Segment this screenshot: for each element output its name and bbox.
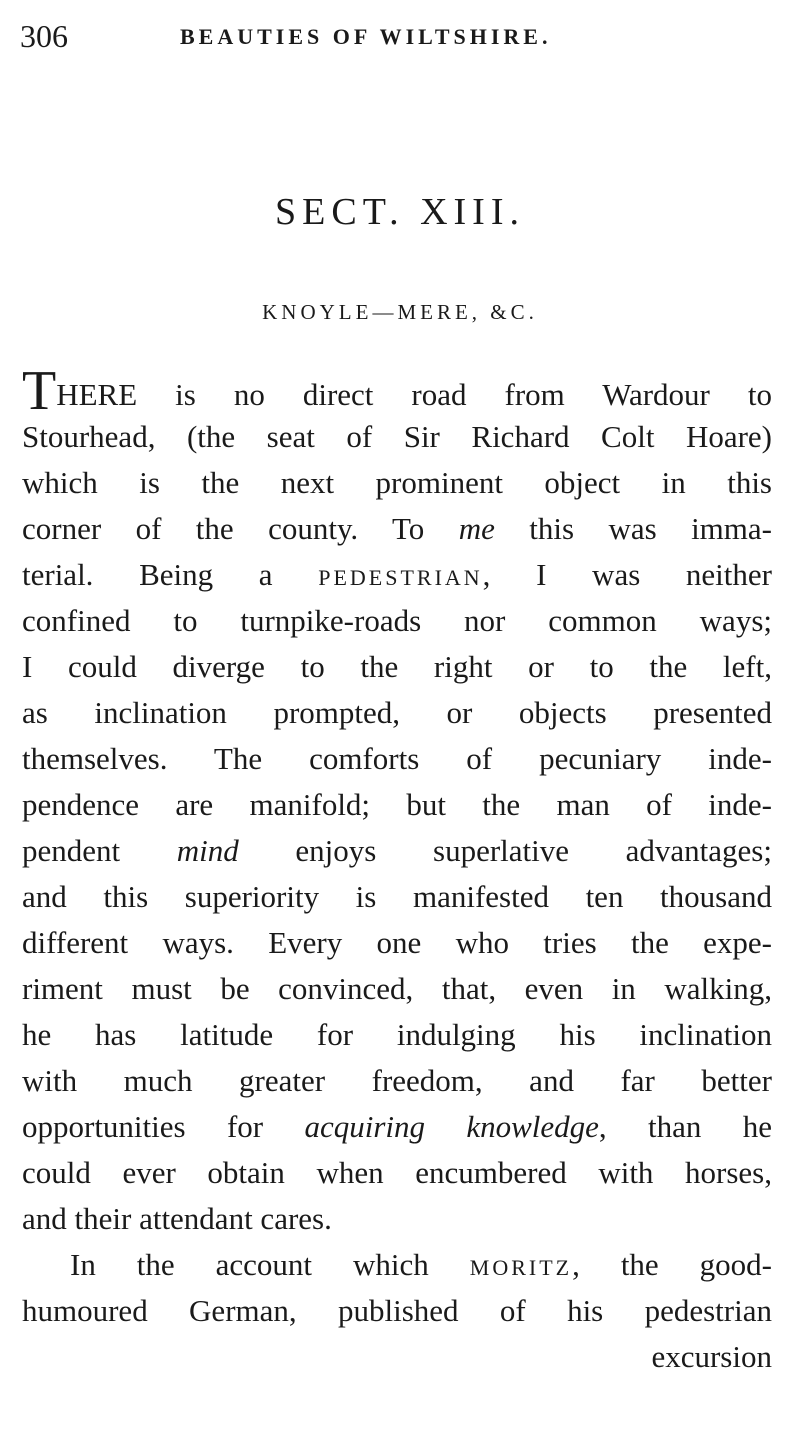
running-title: BEAUTIES OF WILTSHIRE. — [180, 24, 552, 49]
text-line — [22, 1242, 772, 1288]
text-line — [22, 874, 772, 920]
line-text: HERE is no direct road from Wardour to — [56, 377, 772, 412]
line-text: humoured German, published of his pedestrian — [22, 1293, 772, 1328]
italic-text: mind — [176, 833, 239, 868]
running-head — [20, 18, 600, 58]
line-text: , I was neither — [482, 557, 772, 592]
drop-cap: T — [22, 360, 57, 422]
line-text: different ways. Every one who tries the expe- — [22, 925, 772, 960]
line-text: pendence are manifold; but the man of inde- — [22, 787, 772, 822]
text-line — [22, 598, 772, 644]
text-line — [22, 506, 772, 552]
paragraph-1 — [22, 360, 772, 1242]
text-line — [22, 1196, 772, 1242]
line-text: pendent — [22, 833, 177, 868]
body-text — [22, 360, 772, 1380]
line-text: , than he — [598, 1109, 772, 1144]
text-line — [22, 552, 772, 598]
text-line — [22, 1012, 772, 1058]
text-line — [22, 690, 772, 736]
line-text: and this superiority is manifested ten thousand — [22, 879, 772, 914]
text-line — [22, 644, 772, 690]
line-text: Stourhead, (the seat of Sir Richard Colt Hoare) — [22, 419, 772, 454]
line-text: which is the next prominent object in this — [22, 465, 772, 500]
text-line — [22, 460, 772, 506]
line-text: I could diverge to the right or to the left, — [22, 649, 772, 684]
line-text: riment must be convinced, that, even in walking, — [22, 971, 772, 1006]
line-text: confined to turnpike-roads nor common ways; — [22, 603, 772, 638]
italic-text: acquiring knowledge — [304, 1109, 599, 1144]
line-text: as inclination prompted, or objects presented — [22, 695, 772, 730]
text-line — [22, 920, 772, 966]
paragraph-2 — [22, 1242, 772, 1380]
text-line — [22, 1104, 772, 1150]
text-line — [22, 1288, 772, 1334]
text-line — [22, 1150, 772, 1196]
text-line — [22, 414, 772, 460]
text-line — [22, 828, 772, 874]
small-caps-text: MORITZ — [469, 1255, 573, 1280]
text-line — [22, 782, 772, 828]
line-text: terial. Being a — [22, 557, 319, 592]
line-text: In the account which — [70, 1247, 470, 1282]
line-text: corner of the county. To — [22, 511, 459, 546]
line-text: could ever obtain when encumbered with horses, — [22, 1155, 772, 1190]
page-number: 306 — [20, 18, 68, 54]
section-title: SECT. XIII. — [275, 191, 525, 233]
text-line — [22, 1334, 772, 1380]
line-text: with much greater freedom, and far better — [22, 1063, 772, 1098]
line-text: this was imma- — [494, 511, 772, 546]
text-line — [22, 966, 772, 1012]
text-line — [22, 360, 772, 422]
line-text: opportunities for — [22, 1109, 305, 1144]
line-text: enjoys superlative advantages; — [238, 833, 772, 868]
text-line — [22, 1058, 772, 1104]
line-text: he has latitude for indulging his inclination — [22, 1017, 772, 1052]
line-text: and their attendant cares. — [22, 1201, 332, 1236]
line-text: , the good- — [572, 1247, 772, 1282]
text-line — [22, 736, 772, 782]
small-caps-text: PEDESTRIAN — [318, 565, 483, 590]
line-text: themselves. The comforts of pecuniary inde- — [22, 741, 772, 776]
italic-text: me — [458, 511, 495, 546]
line-text: excursion — [651, 1339, 772, 1374]
section-subtitle: KNOYLE—MERE, &C. — [262, 300, 538, 324]
